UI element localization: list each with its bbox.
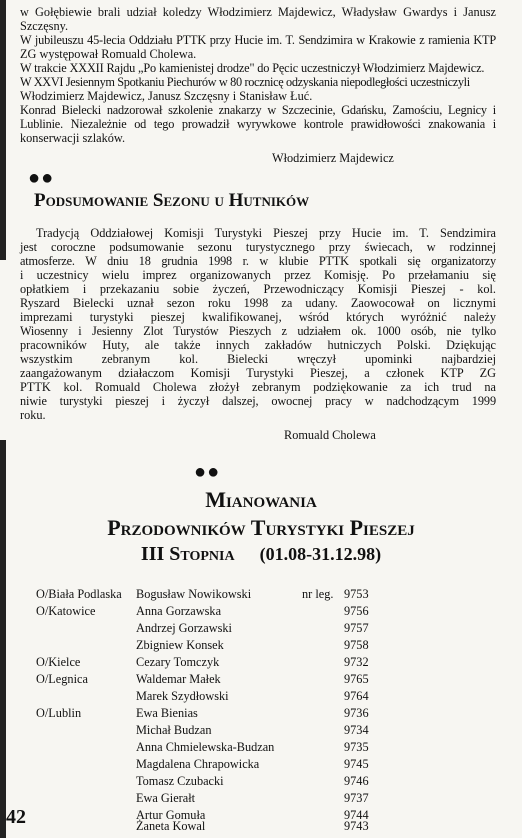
paragraph-line: Ryszard Bielecki uznał sezon roku 1998 za udany. Zaowocował on licznymi (20, 296, 496, 310)
table-row (0, 818, 522, 835)
table-row (0, 586, 522, 603)
number-cell: 9743 (344, 819, 369, 833)
number-cell: 9758 (344, 638, 369, 652)
name-cell: Tomasz Czubacki (136, 774, 224, 788)
scan-edge-top (0, 0, 6, 260)
section2-title-line2: Przodowników Turystyki Pieszej (107, 515, 415, 540)
number-cell: 9753 (344, 587, 369, 601)
number-cell: 9737 (344, 791, 369, 805)
number-cell: 9764 (344, 689, 369, 703)
page-number: 42 (6, 806, 26, 828)
name-cell: Żaneta Kowal (136, 819, 206, 833)
name-cell: Cezary Tomczyk (136, 655, 220, 669)
date-range: (01.08-31.12.98) (259, 544, 382, 564)
paragraph-line: i uczestnicy wielu imprez organizowanych przez Komisję. Po przełamaniu się (20, 268, 496, 282)
intro-line: Szczęsny. (20, 19, 69, 33)
table-row (0, 773, 522, 790)
intro-line: W jubileuszu 45-lecia Oddziału PTTK przy Hucie im. T. Sendzimira w Krakowie z ramienia KTP (20, 33, 496, 47)
table-row (0, 722, 522, 739)
paragraph-line: jest coroczne podsumowanie sezonu turystycznego przy świecach, w rodzinnej (20, 240, 496, 254)
intro-line: konserwacji szlaków. (20, 131, 126, 145)
section2-title-line1: Mianowania (205, 487, 317, 512)
name-cell: Michał Budzan (136, 723, 212, 737)
paragraph-line: wszystkim zebranym kol. Bielecki wręczył upominki najbardziej (20, 352, 496, 366)
intro-line: Konrad Bielecki nadzorował szkolenie znakarzy w Szczecinie, Gdańsku, Zamościu, Legnicy i (20, 103, 496, 117)
intro-signature: Włodzimierz Majdewicz (272, 151, 394, 165)
paragraph-line: Tradycją Oddziałowej Komisji Turystyki Pieszej przy Hucie im. T. Sendzimira (36, 226, 496, 240)
name-cell: Magdalena Chrapowicka (136, 757, 260, 771)
table-row (0, 654, 522, 671)
paragraph-line: opłatkiem i przekazaniu sobie życzeń, Przewodniczący Komisji Pieszej - kol. (20, 282, 496, 296)
name-cell: Ewa Bienias (136, 706, 198, 720)
table-row (0, 671, 522, 688)
name-cell: Anna Chmielewska-Budzan (136, 740, 275, 754)
number-cell: 9734 (344, 723, 369, 737)
intro-line: Lublinie. Niezależnie od tego prowadził wyrywkowe kontrole prawidłowości znakowania i (20, 117, 496, 131)
number-cell: 9765 (344, 672, 369, 686)
intro-line: ZG występował Romuald Cholewa. (20, 47, 197, 61)
table-row (0, 688, 522, 705)
intro-line: W XXVI Jesiennym Spotkaniu Piechurów w 80 rocznicę odzyskania niepodległości uczestniczyli (20, 75, 470, 89)
table-row (0, 637, 522, 654)
name-cell: Anna Gorzawska (136, 604, 222, 618)
number-cell: 9756 (344, 604, 369, 618)
region-cell: O/Kielce (36, 655, 81, 669)
number-cell: 9732 (344, 655, 369, 669)
section1-signature: Romuald Cholewa (284, 428, 376, 442)
region-cell: O/Katowice (36, 604, 96, 618)
region-cell: O/Lublin (36, 706, 82, 720)
name-cell: Zbigniew Konsek (136, 638, 224, 652)
intro-line: Włodzimierz Majdewicz, Janusz Szczęsny i Stanisław Łuć. (20, 89, 313, 103)
name-cell: Artur Gomuła (136, 808, 206, 822)
name-cell: Andrzej Gorzawski (136, 621, 232, 635)
intro-line: W trakcie XXXII Rajdu „Po kamienistej drodze" do Pęcic uczestniczył Włodzimierz Majdewicz. (20, 61, 485, 75)
paragraph-line: Wiosenny i Jesienny Zlot Turystów Pieszych z udziałem ok. 1000 osób, nie tylko (20, 324, 496, 338)
number-cell: 9735 (344, 740, 369, 754)
paragraph-line: PTTK kol. Romuald Cholewa złożył zebranym podziękowanie za ich trud na (20, 380, 496, 394)
table-row (0, 705, 522, 722)
section-bullets: ●● (194, 461, 221, 483)
number-cell: 9744 (344, 808, 369, 822)
table-row (0, 603, 522, 620)
paragraph-line: roku. (20, 408, 46, 422)
table-row (0, 620, 522, 637)
section-bullets: ●● (28, 167, 55, 189)
number-cell: 9757 (344, 621, 369, 635)
section2-title-line3 (0, 543, 522, 565)
degree-label: III Stopnia (140, 543, 235, 565)
paragraph-line: niwie turystyki pieszej i życzył dalszej, owocnej pracy w nadchodzącym 1999 (20, 394, 496, 408)
number-cell: 9736 (344, 706, 369, 720)
paragraph-line: pracowników Huty, ale także innych zakładów hutniczych Polski. Dziękując (20, 338, 496, 352)
paragraph-line: zaangażowanym działaczom Komisji Turystyki Pieszej, a członek KTP ZG (20, 366, 496, 380)
region-cell: O/Biała Podlaska (36, 587, 122, 601)
number-cell: 9746 (344, 774, 369, 788)
name-cell: Marek Szydłowski (136, 689, 229, 703)
section-title: Podsumowanie Sezonu u Hutników (34, 190, 310, 211)
paragraph-line: imprezami turystyki pieszej kwalifikowanej, wśród których wyróżnić należy (20, 310, 496, 324)
table-row (0, 739, 522, 756)
nr-leg-label: nr leg. (302, 587, 334, 601)
intro-line: w Gołębiewie brali udział koledzy Włodzimierz Majdewicz, Władysław Gwardys i Janusz (20, 5, 496, 19)
region-cell: O/Legnica (36, 672, 88, 686)
name-cell: Bogusław Nowikowski (136, 587, 252, 601)
name-cell: Ewa Gierałt (136, 791, 196, 805)
paragraph-line: atmosferze. W dniu 18 grudnia 1998 r. w klubie PTTK spotkali się organizatorzy (20, 254, 496, 268)
table-row (0, 756, 522, 773)
table-row (0, 790, 522, 807)
name-cell: Waldemar Małek (136, 672, 221, 686)
number-cell: 9745 (344, 757, 369, 771)
